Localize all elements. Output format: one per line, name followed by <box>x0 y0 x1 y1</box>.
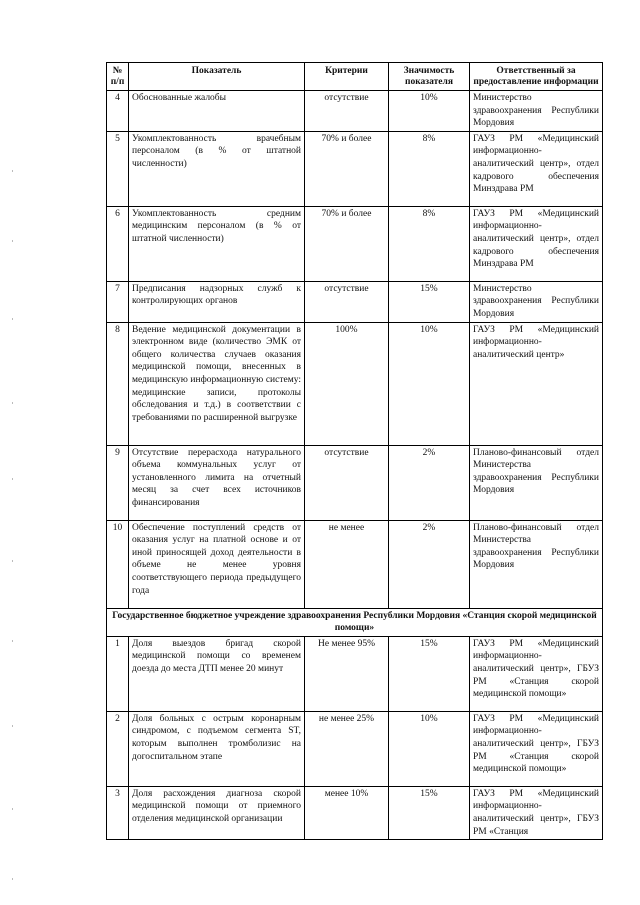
row-indicator: Обеспечение поступлений средств от оказания услуг на платной основе и от иной приносящей доход деятельности в объеме не менее уровня соответствующего периода предыдущего года <box>129 520 305 608</box>
row-number: 1 <box>107 636 129 711</box>
row-significance: 2% <box>389 445 470 520</box>
row-number: 5 <box>107 131 129 206</box>
table-row <box>107 711 603 786</box>
row-significance: 10% <box>389 322 470 445</box>
row-criteria: Не менее 95% <box>305 636 389 711</box>
row-criteria: менее 10% <box>305 786 389 839</box>
header-significance: Значимость показателя <box>389 63 470 91</box>
table-row <box>107 206 603 281</box>
table-row <box>107 636 603 711</box>
row-significance: 10% <box>389 91 470 132</box>
row-number: 9 <box>107 445 129 520</box>
row-criteria: отсутствие <box>305 281 389 322</box>
row-significance: 2% <box>389 520 470 608</box>
row-number: 10 <box>107 520 129 608</box>
row-responsible: ГАУЗ РМ «Медицинский информационно-аналитический центр», ГБУЗ РМ «Станция скорой медицинской помощи» <box>470 711 603 786</box>
section-row <box>107 608 603 636</box>
table-section <box>107 608 603 636</box>
row-significance: 8% <box>389 206 470 281</box>
row-criteria: 70% и более <box>305 206 389 281</box>
table-body-ambulance <box>107 636 603 839</box>
table-header-row <box>107 63 603 91</box>
row-responsible: Министерство здравоохранения Республики Мордовия <box>470 281 603 322</box>
table-row <box>107 322 603 445</box>
row-indicator: Укомплектованность врачебным персоналом (в % от штатной численности) <box>129 131 305 206</box>
row-responsible: ГАУЗ РМ «Медицинский информационно-аналитический центр» <box>470 322 603 445</box>
row-significance: 10% <box>389 711 470 786</box>
row-indicator: Отсутствие перерасхода натурального объема коммунальных услуг от установленного лимита на отчетный месяц за счет всех источников финансирования <box>129 445 305 520</box>
scan-edge-marks <box>12 0 18 905</box>
row-indicator: Предписания надзорных служб к контролирующих органов <box>129 281 305 322</box>
table-row <box>107 91 603 132</box>
row-criteria: отсутствие <box>305 445 389 520</box>
header-num: № п/п <box>107 63 129 91</box>
section-title: Государственное бюджетное учреждение здравоохранения Республики Мордовия «Станция скорой медицинской помощи» <box>107 608 603 636</box>
table-row <box>107 281 603 322</box>
header-indicator: Показатель <box>129 63 305 91</box>
row-criteria: отсутствие <box>305 91 389 132</box>
row-responsible: Планово-финансовый отдел Министерства здравоохранения Республики Мордовия <box>470 520 603 608</box>
table-body-hospital <box>107 91 603 609</box>
row-responsible: Министерство здравоохранения Республики Мордовия <box>470 91 603 132</box>
row-indicator: Доля выездов бригад скорой медицинской помощи со временем доезда до места ДТП менее 20 минут <box>129 636 305 711</box>
row-number: 3 <box>107 786 129 839</box>
row-criteria: не менее 25% <box>305 711 389 786</box>
row-number: 7 <box>107 281 129 322</box>
row-significance: 15% <box>389 281 470 322</box>
header-criteria: Критерии <box>305 63 389 91</box>
row-significance: 8% <box>389 131 470 206</box>
table-row <box>107 131 603 206</box>
row-criteria: 70% и более <box>305 131 389 206</box>
table-row <box>107 520 603 608</box>
row-responsible: ГАУЗ РМ «Медицинский информационно-аналитический центр», ГБУЗ РМ «Станция скорой медицинской помощи» <box>470 636 603 711</box>
row-responsible: ГАУЗ РМ «Медицинский информационно-аналитический центр», ГБУЗ РМ «Станция <box>470 786 603 839</box>
row-indicator: Доля больных с острым коронарным синдромом, с подъемом сегмента ST, которым выполнен тромболизис на догоспитальном этапе <box>129 711 305 786</box>
table-row <box>107 445 603 520</box>
table-row <box>107 786 603 839</box>
row-indicator: Укомплектованность средним медицинским персоналом (в % от штатной численности) <box>129 206 305 281</box>
row-responsible: ГАУЗ РМ «Медицинский информационно-аналитический центр», отдел кадрового обеспечения Минздрава РМ <box>470 206 603 281</box>
row-criteria: не менее <box>305 520 389 608</box>
row-indicator: Обоснованные жалобы <box>129 91 305 132</box>
row-criteria: 100% <box>305 322 389 445</box>
row-responsible: ГАУЗ РМ «Медицинский информационно-аналитический центр», отдел кадрового обеспечения Минздрава РМ <box>470 131 603 206</box>
row-significance: 15% <box>389 786 470 839</box>
row-number: 4 <box>107 91 129 132</box>
row-number: 8 <box>107 322 129 445</box>
row-number: 6 <box>107 206 129 281</box>
indicators-table <box>106 62 603 840</box>
row-number: 2 <box>107 711 129 786</box>
row-indicator: Ведение медицинской документации в электронном виде (количество ЭМК от общего количества случаев оказания медицинской помощи, внесенных в медицинскую информационную систему: медицинские записи, протоколы обследования и т.д.) в соответствии с требованиями по расширенной выгрузке <box>129 322 305 445</box>
header-responsible: Ответственный за предоставление информации <box>470 63 603 91</box>
row-responsible: Планово-финансовый отдел Министерства здравоохранения Республики Мордовия <box>470 445 603 520</box>
row-indicator: Доля расхождения диагноза скорой медицинской помощи от приемного отделения медицинской организации <box>129 786 305 839</box>
row-significance: 15% <box>389 636 470 711</box>
